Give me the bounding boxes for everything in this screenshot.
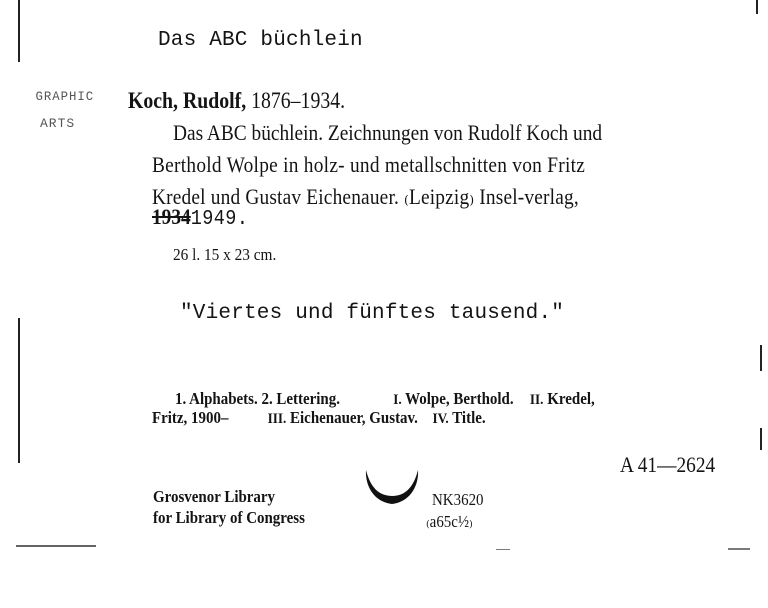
edge-mark-left-mid — [18, 318, 20, 463]
title-line-1: Das ABC büchlein. Zeichnungen von Rudolf Koch und — [173, 120, 603, 145]
collation: 26 l. 15 x 23 cm. — [173, 245, 277, 264]
author-name: Koch, Rudolf, — [128, 88, 247, 113]
imprint-year-line — [152, 204, 248, 231]
subject-headings: 1. Alphabets. 2. Lettering. — [175, 389, 340, 408]
main-entry-heading — [128, 88, 345, 114]
added-entry-wolpe: Wolpe, Berthold. — [405, 389, 514, 408]
struck-year: 1934 — [152, 204, 191, 229]
edge-mark-right-mid — [760, 345, 762, 371]
edge-mark-left-top — [18, 0, 20, 62]
library-line-1: Grosvenor Library — [153, 487, 276, 506]
added-entry-kredel: Kredel, — [547, 389, 595, 408]
bottom-rule-mid — [496, 549, 510, 550]
call-number-line-2: ₍a65c½₎ — [426, 512, 473, 531]
added-entry-eichenauer: Eichenauer, Gustav. — [290, 408, 418, 427]
tracing-num-1: I. — [393, 392, 402, 408]
tracing-num-3: III. — [267, 411, 287, 427]
added-entry-kredel-dates: Fritz, 1900– — [152, 408, 229, 427]
added-entry-title: Title. — [452, 408, 486, 427]
tracings-line-1 — [175, 389, 595, 409]
bottom-rule-right — [728, 548, 750, 550]
tracing-num-4: IV. — [432, 411, 449, 427]
graphic-arts-stamp: GRAPHIC — [35, 89, 95, 104]
corrected-year: 1949. — [190, 208, 249, 231]
author-dates: 1876–1934. — [251, 88, 346, 113]
card-number: A 41—2624 — [620, 452, 716, 477]
call-number-line-1: NK3620 — [432, 490, 484, 509]
title-line-3: Kredel und Gustav Eichenauer. ₍Leipzig₎ Insel-verlag, — [152, 184, 579, 209]
typed-title: Das ABC büchlein — [158, 29, 363, 52]
card-punch-hole-icon — [362, 466, 422, 516]
edge-mark-right-top — [756, 0, 758, 14]
library-line-2: for Library of Congress — [153, 508, 305, 527]
graphic-arts-stamp-line2: ARTS — [40, 116, 76, 131]
edge-mark-right-low — [760, 428, 762, 450]
bottom-rule-left — [16, 545, 96, 547]
tracing-num-2: II. — [529, 392, 544, 408]
tracings-line-2 — [152, 408, 486, 428]
edition-note: "Viertes und fünftes tausend." — [180, 302, 565, 325]
title-line-2: Berthold Wolpe in holz- und metallschnitten von Fritz — [152, 152, 586, 177]
